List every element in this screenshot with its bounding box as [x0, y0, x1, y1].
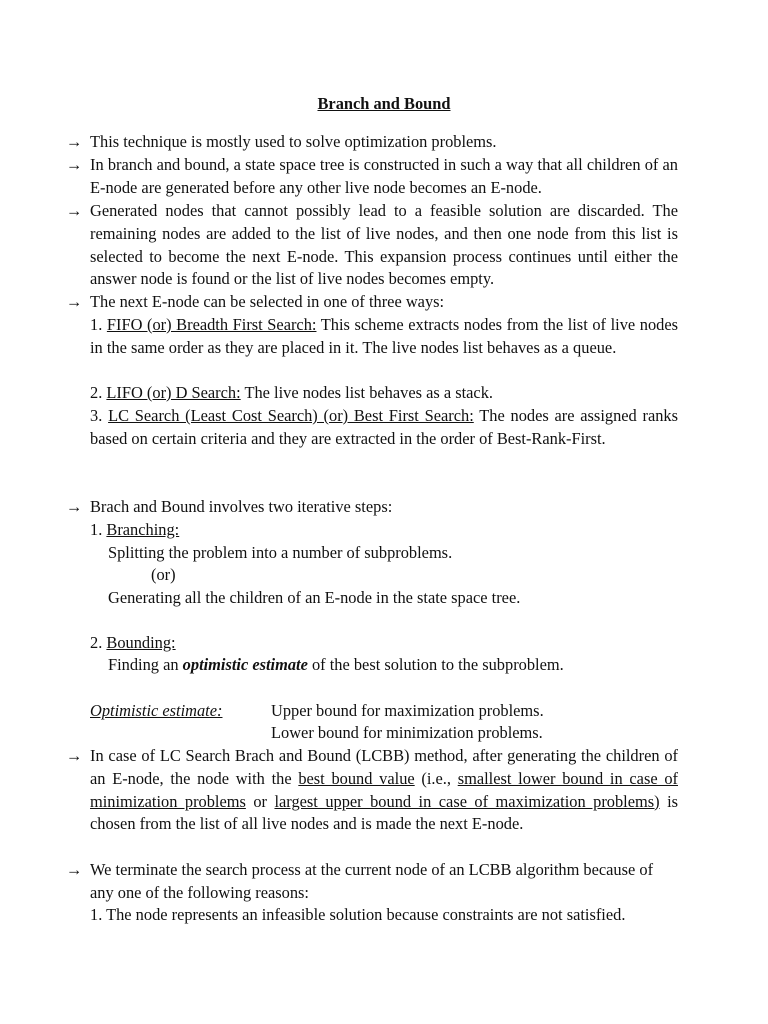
bullet-state-space-tree [66, 154, 678, 200]
bullet-next-enode [66, 291, 678, 314]
text-run: (i.e., [414, 768, 458, 788]
estimate-label: Optimistic estimate: [90, 701, 223, 720]
bullet-terminate [66, 859, 678, 905]
arrow-icon: → [66, 746, 83, 765]
branching-term: Branching: [106, 520, 180, 539]
way-term: LIFO (or) D Search: [106, 383, 241, 402]
way-fifo [90, 314, 678, 360]
list-number: 1. [90, 315, 107, 334]
paragraph-text: The next E-node can be selected in one of three ways: [90, 292, 445, 311]
paragraph-text: We terminate the search process at the current node of an LCBB algorithm because of any one of the following reasons: [90, 860, 654, 902]
arrow-icon: → [66, 860, 83, 879]
way-term: LC Search (Least Cost Search) (or) Best First Search: [108, 406, 474, 425]
arrow-icon: → [66, 155, 83, 174]
arrow-icon: → [66, 292, 83, 311]
underlined-run: smallest lower bound in case of minimization problems [90, 768, 678, 811]
paragraph-text: This technique is mostly used to solve optimization problems. [90, 132, 497, 151]
way-text: The live nodes list behaves as a stack. [240, 383, 493, 402]
text-run: is chosen from the list of all live nodes and is made the next E-node. [90, 791, 679, 834]
branching-line-1: Splitting the problem into a number of subproblems. [108, 543, 453, 562]
branching-or: (or) [151, 565, 176, 584]
bounding-text-post: of the best solution to the subproblem. [307, 655, 564, 674]
list-number: 3. [90, 406, 109, 425]
bullet-iterative-steps [66, 496, 678, 519]
text-run: In case of LC Search Brach and Bound (LCBB) method, after generating the children of an E-node, the node with the [90, 746, 678, 788]
bullet-generated-nodes [66, 200, 678, 291]
page-title: Branch and Bound [317, 94, 451, 113]
paragraph-text: Generated nodes that cannot possibly lead to a feasible solution are discarded. The remaining nodes are added to the list of live nodes, and then one node from this list is selected to become the next E-node. This expansion process continues until either the answer node is found or the list of live nodes becomes empty. [90, 201, 678, 289]
paragraph-text: Brach and Bound involves two iterative steps: [90, 497, 393, 516]
list-number: 2. [90, 633, 107, 652]
way-text: This scheme extracts nodes from the list of live nodes in the same order as they are placed in it. The live nodes list behaves as a queue. [90, 315, 678, 357]
estimate-line-1: Upper bound for maximization problems. [271, 701, 544, 720]
text-run: or [245, 791, 275, 811]
paragraph-text [90, 745, 678, 836]
underlined-run: best bound value [298, 768, 415, 788]
arrow-icon: → [66, 497, 83, 516]
estimate-line-2: Lower bound for minimization problems. [271, 723, 543, 742]
way-lifo [90, 382, 678, 405]
way-term: FIFO (or) Breadth First Search: [106, 315, 317, 334]
arrow-icon: → [66, 201, 83, 220]
underlined-run: largest upper bound in case of maximization problems) [274, 791, 660, 811]
bounding-emphasis: optimistic estimate [182, 655, 308, 674]
way-lc-search [90, 405, 678, 451]
bounding-text-pre: Finding an [108, 655, 183, 674]
bullet-lcbb [66, 745, 678, 836]
list-number: 2. [90, 383, 107, 402]
bullet-optimization [66, 131, 678, 154]
bounding-heading [90, 632, 176, 655]
arrow-icon: → [66, 132, 83, 151]
way-text: The nodes are assigned ranks based on certain criteria and they are extracted in the order of Best-Rank-First. [90, 406, 679, 448]
list-number: 1. [90, 520, 107, 539]
bounding-term: Bounding: [106, 633, 176, 652]
bounding-line [108, 654, 564, 677]
branching-line-2: Generating all the children of an E-node in the state space tree. [108, 588, 521, 607]
reason-1: 1. The node represents an infeasible solution because constraints are not satisfied. [90, 905, 626, 924]
branching-heading [90, 519, 179, 542]
paragraph-text: In branch and bound, a state space tree is constructed in such a way that all children of an E-node are generated before any other live node becomes an E-node. [90, 155, 678, 197]
